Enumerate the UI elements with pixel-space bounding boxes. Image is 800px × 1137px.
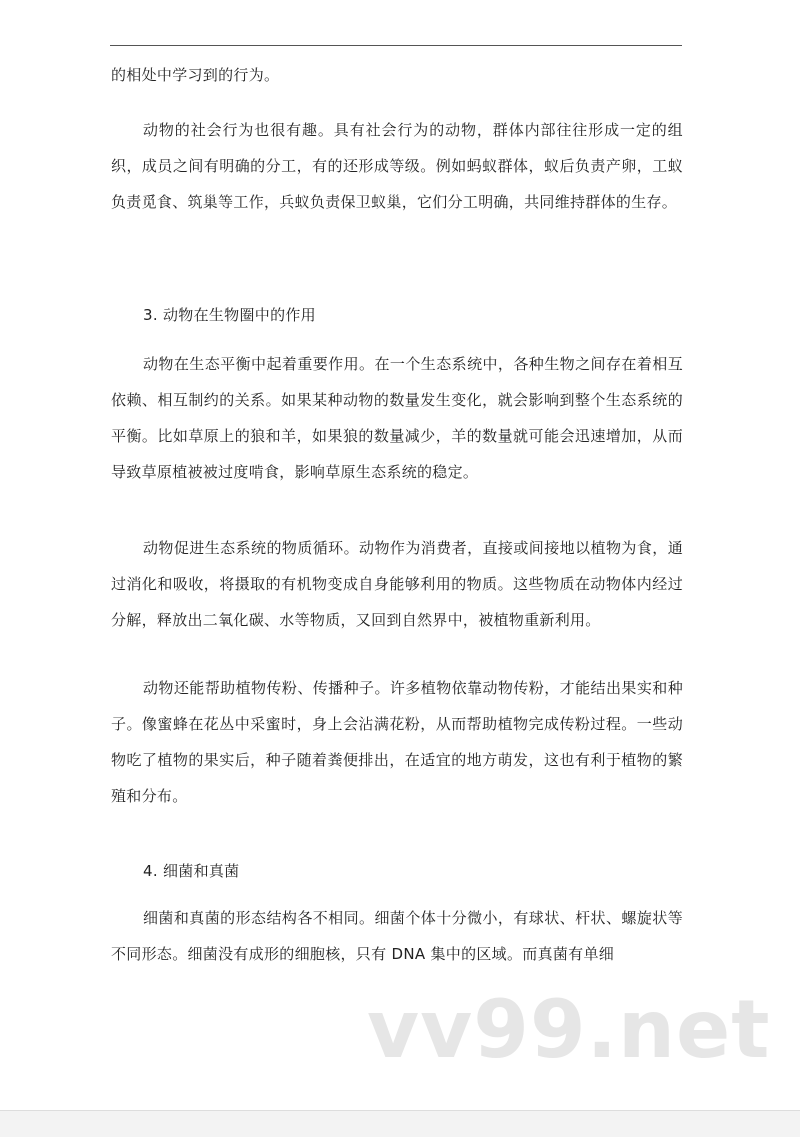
section-heading-4: 4. 细菌和真菌 [143, 862, 240, 880]
header-divider [110, 45, 682, 46]
paragraph-continuation: 的相处中学习到的行为。 [111, 66, 280, 84]
paragraph-ecological-balance: 动物在生态平衡中起着重要作用。在一个生态系统中，各种生物之间存在着相互依赖、相互制约的关系。如果某种动物的数量发生变化，就会影响到整个生态系统的平衡。比如草原上的狼和羊，如果狼的数量减少，羊的数量就可能会迅速增加，从而导致草原植被被过度啃食，影响草原生态系统的稳定。 [111, 355, 683, 481]
section-heading-3: 3. 动物在生物圈中的作用 [143, 306, 316, 324]
page-bottom-bar [0, 1110, 800, 1137]
paragraph-material-cycle: 动物促进生态系统的物质循环。动物作为消费者，直接或间接地以植物为食，通过消化和吸收，将摄取的有机物变成自身能够利用的物质。这些物质在动物体内经过分解，释放出二氧化碳、水等物质，又回到自然界中，被植物重新利用。 [111, 539, 683, 629]
paragraph-social-behavior: 动物的社会行为也很有趣。具有社会行为的动物，群体内部往往形成一定的组织，成员之间有明确的分工，有的还形成等级。例如蚂蚁群体，蚁后负责产卵，工蚁负责觅食、筑巢等工作，兵蚁负责保卫蚁巢，它们分工明确，共同维持群体的生存。 [111, 121, 683, 211]
paragraph-bacteria-fungi: 细菌和真菌的形态结构各不相同。细菌个体十分微小，有球状、杆状、螺旋状等不同形态。细菌没有成形的细胞核，只有 DNA 集中的区域。而真菌有单细 [111, 909, 683, 963]
watermark-logo: vv99.net [367, 983, 771, 1076]
paragraph-pollination: 动物还能帮助植物传粉、传播种子。许多植物依靠动物传粉，才能结出果实和种子。像蜜蜂在花丛中采蜜时，身上会沾满花粉，从而帮助植物完成传粉过程。一些动物吃了植物的果实后，种子随着粪便排出，在适宜的地方萌发，这也有利于植物的繁殖和分布。 [111, 679, 683, 805]
